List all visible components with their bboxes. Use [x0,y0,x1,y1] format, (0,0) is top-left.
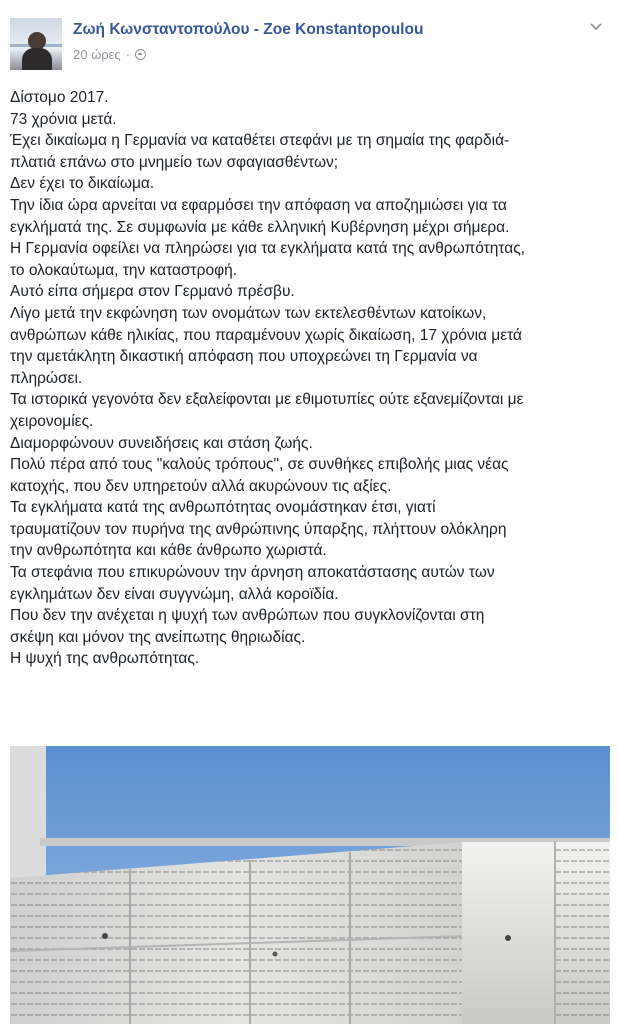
post-line: την ανθρωπότητα και κάθε άνθρωπο χωριστά. [10,542,327,560]
post-line: Η Γερμανία οφείλει να πληρώσει για τα εγκλήματα κατά της ανθρωπότητας, [10,240,525,258]
meta-separator: · [125,47,131,62]
post-line: κατοχής, που δεν υπηρετούν αλλά ακυρώνουν τις αξίες. [10,477,392,495]
post-line: εγκλημάτων δεν είναι συγγνώμη, αλλά κοροϊδία. [10,585,339,603]
post-line: Δίστομο 2017. [10,89,109,106]
post-line: Τα στεφάνια που επικυρώνουν την άρνηση αποκατάστασης αυτών των [10,564,495,582]
memorial-image [10,746,610,1024]
post-line: Η ψυχή της ανθρωπότητας. [10,650,200,668]
post-line: Διαμορφώνουν συνειδήσεις και στάση ζωής. [10,434,313,452]
post-line: Τα εγκλήματα κατά της ανθρωπότητας ονομάστηκαν έτσι, γιατί [10,499,436,517]
chevron-down-icon[interactable] [588,18,604,34]
timestamp[interactable]: 20 ώρες [73,47,121,62]
post-photo[interactable] [10,746,610,1024]
post-line: 73 χρόνια μετά. [10,110,117,128]
post-line: σκέψη και μόνον της ανείπωτης θηριωδίας. [10,628,306,646]
post-header [10,14,610,70]
post-line: τραυματίζουν τον πυρήνα της ανθρώπινης ύπαρξης, πλήττουν ολόκληρη [10,520,507,538]
post-line: Λίγο μετά την εκφώνηση των ονομάτων των εκτελεσθέντων κατοίκων, [10,304,487,322]
post-line: Δεν έχει το δικαίωμα. [10,175,155,193]
author-name[interactable]: Ζωή Κωνσταντοπούλου - Zoe Konstantopoulou [73,21,424,38]
post-text [10,87,610,670]
post-meta [73,47,146,62]
post-line: χειρονομίες. [10,412,94,430]
post-line: ανθρώπων κάθε ηλικίας, που παραμένουν χωρίς δικαίωση, 17 χρόνια μετά [10,326,522,344]
post-line: Την ίδια ώρα αρνείται να εφαρμόσει την απόφαση να αποζημιώσει για τα [10,196,507,214]
post-line: Αυτό είπα σήμερα στον Γερμανό πρέσβυ. [10,283,295,301]
post-line: Τα ιστορικά γεγονότα δεν εξαλείφονται με εθιμοτυπίες ούτε εξανεμίζονται με [10,391,524,409]
post-line: την αμετάκλητη δικαστική απόφαση που υποχρεώνει τη Γερμανία να [10,348,478,366]
post-line: Πολύ πέρα από τους "καλούς τρόπους", σε συνθήκες επιβολής μιας νέας [10,456,509,474]
post-line: Που δεν την ανέχεται η ψυχή των ανθρώπων που συγκλονίζονται στη [10,607,485,625]
globe-icon[interactable] [135,49,146,60]
post-line: εγκλήματά της. Σε συμφωνία με κάθε ελληνική Κυβέρνηση μέχρι σήμερα. [10,218,510,236]
post-line: Έχει δικαίωμα η Γερμανία να καταθέτει στεφάνι με τη σημαία της φαρδιά- [10,132,510,150]
avatar[interactable] [10,18,62,70]
post-line: πλατιά επάνω στο μνημείο των σφαγιασθέντων; [10,153,339,171]
post-line: το ολοκαύτωμα, την καταστροφή. [10,261,238,279]
post-line: πληρώσει. [10,369,83,387]
